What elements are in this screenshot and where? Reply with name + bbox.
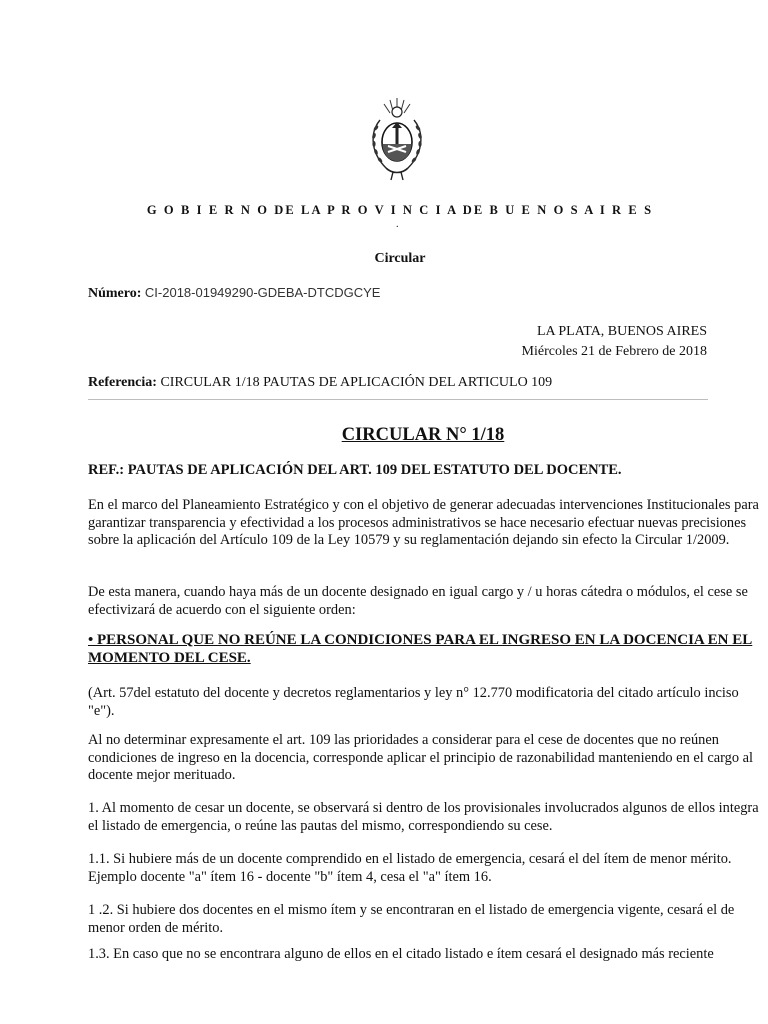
- paragraph: 1.3. En caso que no se encontrara alguno de ellos en el citado listado e ítem cesará el designado más reciente: [88, 946, 714, 962]
- document-number: [88, 285, 380, 302]
- paragraph: (Art. 57del estatuto del docente y decretos reglamentarios y ley n° 12.770 modificatoria del citado artículo inciso "e").: [88, 685, 739, 719]
- section-heading: • PERSONAL QUE NO REÚNE LA CONDICIONES PARA EL INGRESO EN LA DOCENCIA EN EL MOMENTO DEL CESE.: [88, 632, 753, 666]
- heading-dot: .: [396, 219, 399, 230]
- city: LA PLATA, BUENOS AIRES: [536, 324, 707, 339]
- date: Miércoles 21 de Febrero de 2018: [521, 344, 707, 359]
- numero-value: CI-2018-01949290-GDEBA-DTCDGCYE: [144, 285, 381, 300]
- paragraph: De esta manera, cuando haya más de un docente designado en igual cargo y / u horas cátedra o módulos, el cese se efectivizará de acuerdo con el siguiente orden:: [88, 584, 748, 618]
- place-and-date: [522, 322, 707, 362]
- paragraph: 1 .2. Si hubiere dos docentes en el mismo ítem y se encontraran en el listado de emergencia vigente, cesará el de menor orden de mérito.: [88, 902, 735, 936]
- paragraph: 1. Al momento de cesar un docente, se observará si dentro de los provisionales involucrados algunos de ellos integra el listado de emergencia, o reúne las pautas del mismo, correspondiendo su cese.: [88, 800, 759, 834]
- document-type: Circular: [374, 251, 426, 266]
- numero-label: Número:: [88, 286, 142, 301]
- paragraph: 1.1. Si hubiere más de un docente comprendido en el listado de emergencia, cesará el del ítem de menor mérito. Ejemplo docente "a" ítem 16 - docente "b" ítem 4, cesa el "a" ítem 16.: [88, 851, 732, 885]
- coat-of-arms-icon: [366, 96, 428, 182]
- referencia-value: CIRCULAR 1/18 PAUTAS DE APLICACIÓN DEL ARTICULO 109: [160, 375, 553, 390]
- paragraph: Al no determinar expresamente el art. 109 las prioridades a considerar para el cese de docentes que no reúnen condiciones de ingreso en la docencia, corresponde aplicar el principio de razonabilidad manteniendo en el cargo al docente mejor merituado.: [88, 732, 754, 784]
- government-heading: G O B I E R N O DE LA P R O V I N C I A DE B U E N O S A I R E S: [146, 203, 654, 217]
- paragraph: En el marco del Planeamiento Estratégico y con el objetivo de generar adecuadas intervenciones Institucionales para garantizar transparencia y efectividad a los procesos administrativos se hace necesario efectuar nuevas precisiones sobre la aplicación del Artículo 109 de la Ley 10579 y su reglamentación dejando sin efecto la Circular 1/2009.: [88, 497, 759, 549]
- referencia: [88, 375, 552, 391]
- circular-title: CIRCULAR N° 1/18: [341, 425, 505, 445]
- ref-line: REF.: PAUTAS DE APLICACIÓN DEL ART. 109 DEL ESTATUTO DEL DOCENTE.: [88, 462, 622, 478]
- referencia-label: Referencia:: [88, 375, 157, 390]
- divider: [88, 399, 708, 400]
